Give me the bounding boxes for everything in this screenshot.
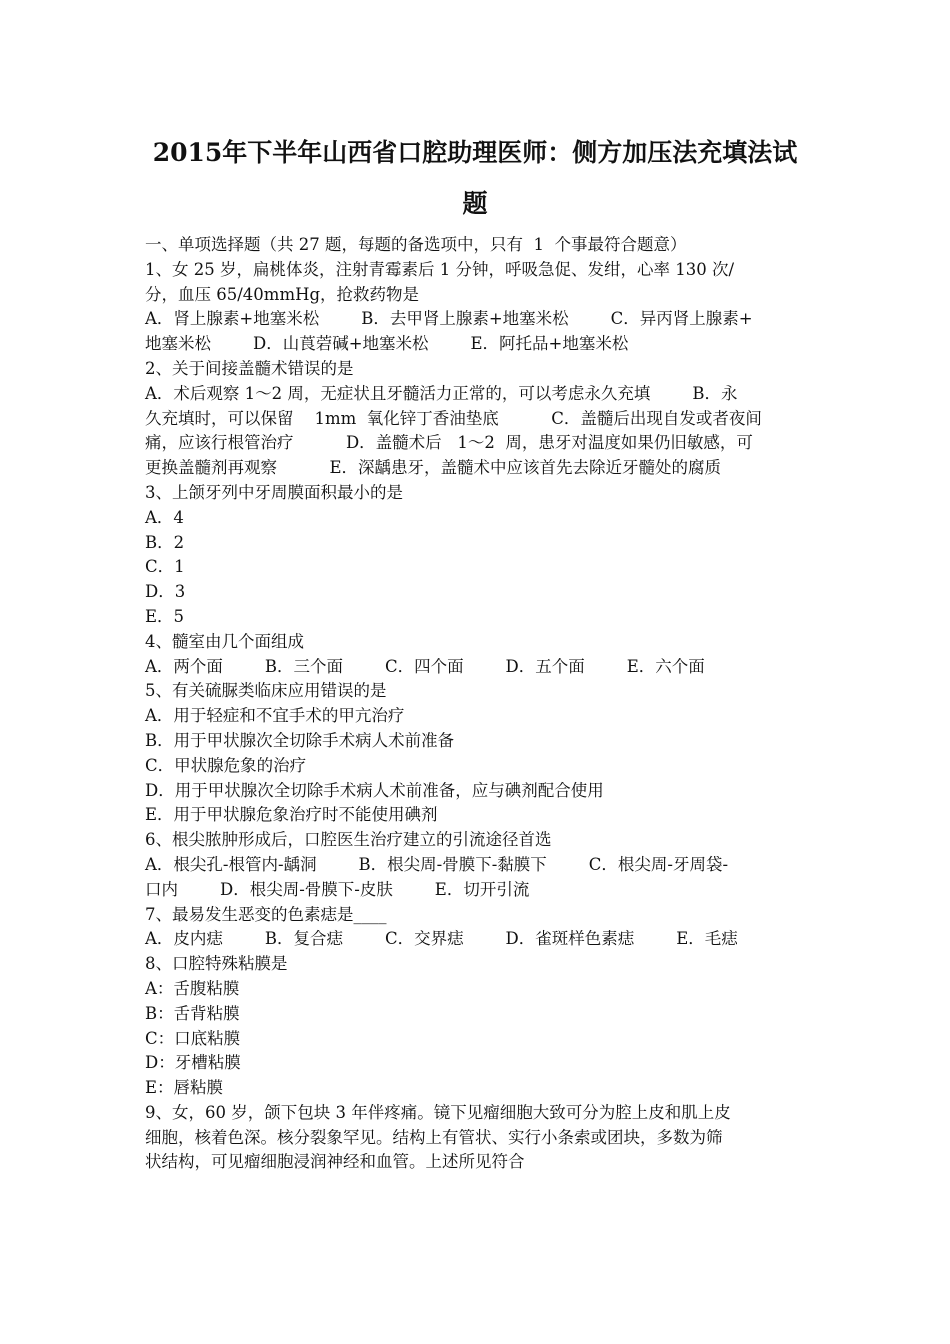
question-6-options: 口内 D．根尖周-骨膜下-皮肤 E．切开引流 xyxy=(145,879,530,899)
title-line-1: 2015年下半年山西省口腔助理医师：侧方加压法充填法试 xyxy=(152,138,798,167)
question-8-option: E：唇粘膜 xyxy=(145,1078,224,1098)
question-2-options: 痛，应该行根管治疗 D．盖髓术后 1～2 周，患牙对温度如果仍旧敏感，可 xyxy=(145,433,753,453)
question-2-stem: 2、关于间接盖髓术错误的是 xyxy=(145,358,354,378)
question-8-option: D：牙槽粘膜 xyxy=(145,1053,241,1073)
question-5-option: B．用于甲状腺次全切除手术病人术前准备 xyxy=(145,730,455,750)
question-5-stem: 5、有关硫脲类临床应用错误的是 xyxy=(145,681,387,701)
question-2-options: 久充填时，可以保留 1mm 氧化锌丁香油垫底 C．盖髓后出现自发或者夜间 xyxy=(145,408,762,428)
question-2-options: 更换盖髓剂再观察 E．深龋患牙，盖髓术中应该首先去除近牙髓处的腐质 xyxy=(145,458,721,478)
question-9-stem: 9、女，60 岁，颌下包块 3 年伴疼痛。镜下见瘤细胞大致可分为腔上皮和肌上皮 xyxy=(145,1102,731,1122)
question-3-option: E．5 xyxy=(145,606,185,626)
question-2-options: A．术后观察 1～2 周，无症状且牙髓活力正常的，可以考虑永久充填 B．永 xyxy=(145,383,738,403)
document-body xyxy=(145,233,810,1175)
title-line-2: 题 xyxy=(462,189,488,218)
question-6-options: A．根尖孔-根管内-龋洞 B．根尖周-骨膜下-黏膜下 C．根尖周-牙周袋- xyxy=(145,854,729,874)
question-6-stem: 6、根尖脓肿形成后，口腔医生治疗建立的引流途径首选 xyxy=(145,830,552,850)
question-3-option: C．1 xyxy=(145,557,185,577)
question-5-option: E．用于甲状腺危象治疗时不能使用碘剂 xyxy=(145,805,438,825)
question-8-option: B：舌背粘膜 xyxy=(145,1003,240,1023)
question-9-stem: 细胞，核着色深。核分裂象罕见。结构上有管状、实行小条索或团块，多数为筛 xyxy=(145,1127,723,1147)
question-1-stem: 分，血压 65/40mmHg，抢救药物是 xyxy=(145,284,420,304)
question-3-option: A．4 xyxy=(145,507,184,527)
question-5-option: D．用于甲状腺次全切除手术病人术前准备，应与碘剂配合使用 xyxy=(145,780,604,800)
question-9-stem: 状结构，可见瘤细胞浸润神经和血管。上述所见符合 xyxy=(145,1152,525,1172)
question-1-options: A．肾上腺素+地塞米松 B．去甲肾上腺素+地塞米松 C．异丙肾上腺素+ xyxy=(145,309,753,329)
question-1-stem: 1、女 25 岁，扁桃体炎，注射青霉素后 1 分钟，呼吸急促、发绀，心率 130 次/ xyxy=(145,259,735,279)
question-1-options: 地塞米松 D．山莨菪碱+地塞米松 E．阿托品+地塞米松 xyxy=(145,334,629,354)
question-8-stem: 8、口腔特殊粘膜是 xyxy=(145,954,288,974)
question-4-options: A．两个面 B．三个面 C．四个面 D．五个面 E．六个面 xyxy=(145,656,705,676)
question-5-option: C．甲状腺危象的治疗 xyxy=(145,755,307,775)
question-3-stem: 3、上颌牙列中牙周膜面积最小的是 xyxy=(145,482,403,502)
question-7-options: A．皮内痣 B．复合痣 C．交界痣 D．雀斑样色素痣 E．毛痣 xyxy=(145,929,738,949)
question-5-option: A．用于轻症和不宜手术的甲亢治疗 xyxy=(145,706,405,726)
question-8-option: C：口底粘膜 xyxy=(145,1028,241,1048)
question-4-stem: 4、髓室由几个面组成 xyxy=(145,631,304,651)
document-title xyxy=(130,130,820,226)
question-8-option: A：舌腹粘膜 xyxy=(145,978,240,998)
section-heading: 一、单项选择题（共 27 题，每题的备选项中，只有 1 个事最符合题意） xyxy=(145,235,687,254)
question-7-stem: 7、最易发生恶变的色素痣是____ xyxy=(145,904,387,924)
question-3-option: D．3 xyxy=(145,582,186,602)
question-3-option: B．2 xyxy=(145,532,185,552)
